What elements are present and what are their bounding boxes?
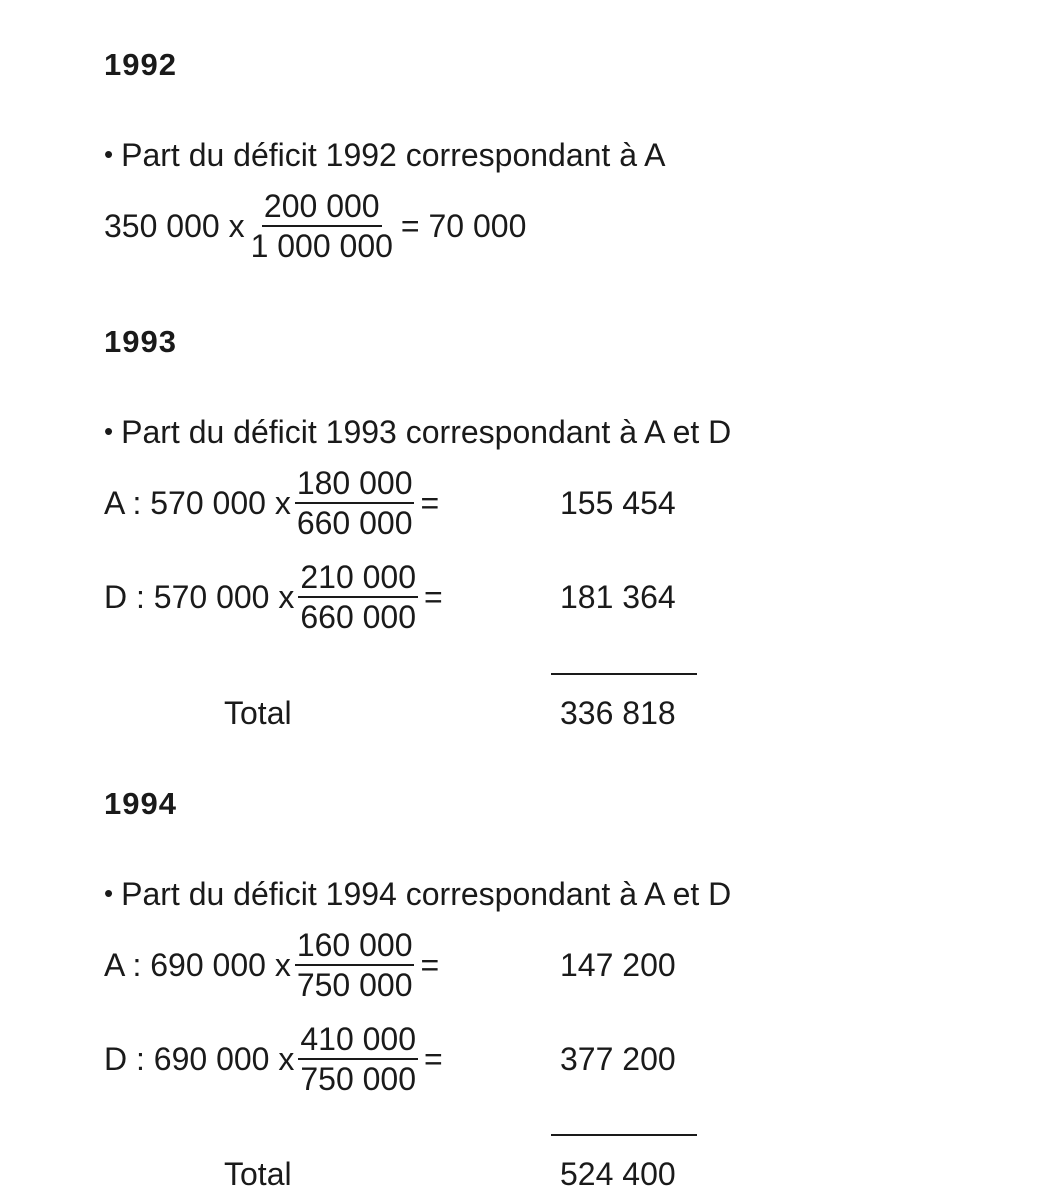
year-heading-1993: 1993 bbox=[104, 324, 177, 359]
fraction-denominator: 1 000 000 bbox=[250, 228, 393, 264]
formula-result-1993-a: 155 454 bbox=[560, 485, 676, 521]
fraction bbox=[298, 558, 418, 636]
fraction-numerator: 160 000 bbox=[295, 926, 415, 966]
formula-1992 bbox=[104, 180, 526, 272]
fraction-denominator: 750 000 bbox=[300, 1061, 417, 1097]
section-heading-text: Part du déficit 1994 correspondant à A et D bbox=[121, 876, 732, 912]
formula-result-1994-d: 377 200 bbox=[560, 1041, 676, 1077]
sum-divider-1993 bbox=[551, 673, 697, 675]
section-heading-1994 bbox=[104, 875, 731, 915]
total-value-1994: 524 400 bbox=[560, 1156, 676, 1192]
fraction-denominator: 660 000 bbox=[296, 505, 413, 541]
bullet-icon: • bbox=[104, 878, 114, 908]
bullet-icon: • bbox=[104, 416, 114, 446]
bullet-icon: • bbox=[104, 139, 114, 169]
formula-equals: = bbox=[424, 1040, 443, 1077]
total-label-1994: Total bbox=[224, 1156, 292, 1192]
formula-prefix: D : 570 000 x bbox=[104, 578, 295, 615]
fraction bbox=[295, 464, 415, 542]
fraction-numerator: 210 000 bbox=[298, 558, 418, 598]
total-label-1993: Total bbox=[224, 695, 292, 731]
fraction-denominator: 660 000 bbox=[300, 599, 417, 635]
fraction-numerator: 200 000 bbox=[262, 187, 382, 227]
fraction-denominator: 750 000 bbox=[296, 967, 413, 1003]
formula-prefix: D : 690 000 x bbox=[104, 1040, 295, 1077]
fraction bbox=[295, 926, 415, 1004]
section-heading-text: Part du déficit 1992 correspondant à A bbox=[121, 137, 666, 173]
sum-divider-1994 bbox=[551, 1134, 697, 1136]
formula-equals: = bbox=[420, 946, 440, 983]
formula-1994-d bbox=[104, 1013, 443, 1105]
fraction-numerator: 410 000 bbox=[298, 1020, 418, 1060]
fraction bbox=[249, 187, 395, 265]
year-heading-1992: 1992 bbox=[104, 47, 177, 82]
section-heading-1992 bbox=[104, 136, 665, 176]
fraction bbox=[298, 1020, 418, 1098]
year-heading-1994: 1994 bbox=[104, 786, 177, 821]
section-heading-1993 bbox=[104, 413, 731, 453]
fraction-numerator: 180 000 bbox=[295, 464, 415, 504]
formula-prefix: A : 690 000 x bbox=[104, 946, 291, 983]
formula-1993-a bbox=[104, 457, 439, 549]
total-value-1993: 336 818 bbox=[560, 695, 676, 731]
formula-result-1993-d: 181 364 bbox=[560, 579, 676, 615]
formula-result: = 70 000 bbox=[400, 207, 527, 244]
formula-prefix: A : 570 000 x bbox=[104, 484, 291, 521]
section-heading-text: Part du déficit 1993 correspondant à A et D bbox=[121, 414, 732, 450]
formula-equals: = bbox=[420, 484, 440, 521]
formula-prefix: 350 000 x bbox=[104, 207, 245, 244]
formula-result-1994-a: 147 200 bbox=[560, 947, 676, 983]
formula-equals: = bbox=[424, 578, 443, 615]
formula-1994-a bbox=[104, 919, 439, 1011]
formula-1993-d bbox=[104, 551, 443, 643]
